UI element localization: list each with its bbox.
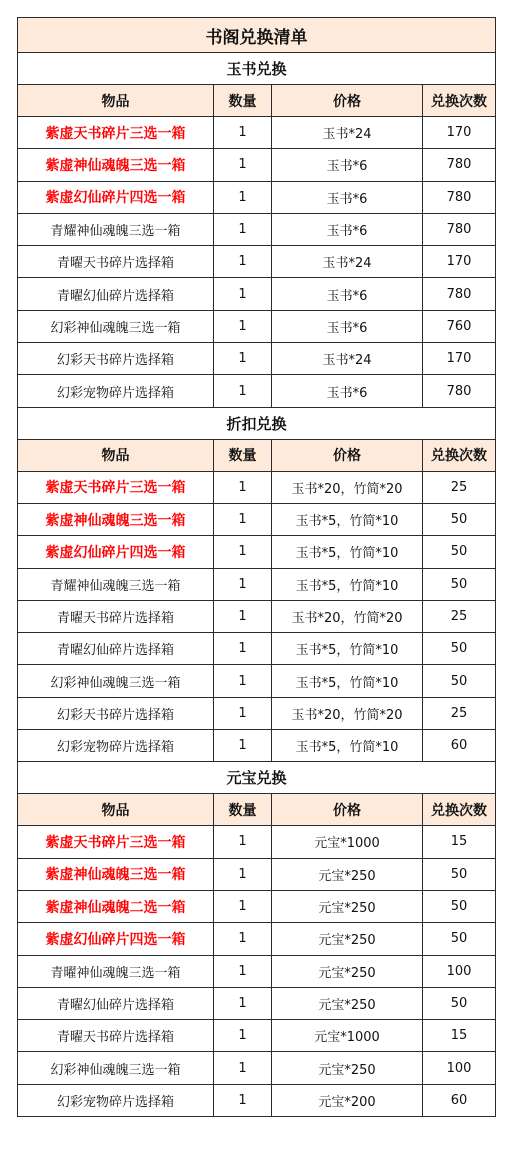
table-row [18, 826, 496, 858]
price-cell: 玉书*5，竹简*10 [272, 633, 423, 665]
quantity-cell: 1 [214, 310, 272, 342]
exchange-times-cell: 170 [423, 246, 496, 278]
column-header-qty: 数量 [214, 439, 272, 471]
exchange-times-cell: 50 [423, 633, 496, 665]
exchange-times-cell: 25 [423, 600, 496, 632]
exchange-times-cell: 780 [423, 278, 496, 310]
exchange-times-cell: 170 [423, 117, 496, 149]
page-title: 书阁兑换清单 [18, 18, 496, 53]
item-name-cell: 紫虚神仙魂魄三选一箱 [18, 858, 214, 890]
table-row [18, 730, 496, 762]
price-cell: 元宝*200 [272, 1084, 423, 1116]
exchange-times-cell: 60 [423, 1084, 496, 1116]
item-name-cell: 青曜幻仙碎片选择箱 [18, 278, 214, 310]
column-header-item: 物品 [18, 439, 214, 471]
price-cell: 玉书*24 [272, 117, 423, 149]
section-title: 玉书兑换 [18, 53, 496, 85]
quantity-cell: 1 [214, 1052, 272, 1084]
exchange-times-cell: 50 [423, 987, 496, 1019]
table-row [18, 923, 496, 955]
item-name-cell: 幻彩神仙魂魄三选一箱 [18, 1052, 214, 1084]
table-row [18, 536, 496, 568]
table-row [18, 600, 496, 632]
quantity-cell: 1 [214, 858, 272, 890]
column-header-price: 价格 [272, 794, 423, 826]
exchange-table [17, 17, 496, 1117]
exchange-times-cell: 100 [423, 1052, 496, 1084]
exchange-times-cell: 170 [423, 343, 496, 375]
item-name-cell: 幻彩宠物碎片选择箱 [18, 375, 214, 407]
item-name-cell: 青曜天书碎片选择箱 [18, 600, 214, 632]
item-name-cell: 紫虚神仙魂魄三选一箱 [18, 149, 214, 181]
table-row [18, 310, 496, 342]
column-header-times: 兑换次数 [423, 794, 496, 826]
exchange-times-cell: 50 [423, 536, 496, 568]
column-header-item: 物品 [18, 85, 214, 117]
table-row [18, 1084, 496, 1116]
quantity-cell: 1 [214, 600, 272, 632]
column-header-price: 价格 [272, 439, 423, 471]
price-cell: 玉书*6 [272, 375, 423, 407]
item-name-cell: 紫虚幻仙碎片四选一箱 [18, 536, 214, 568]
price-cell: 玉书*20，竹简*20 [272, 471, 423, 503]
table-row [18, 246, 496, 278]
column-header-qty: 数量 [214, 794, 272, 826]
item-name-cell: 青曜神仙魂魄三选一箱 [18, 955, 214, 987]
table-row [18, 375, 496, 407]
table-row [18, 213, 496, 245]
quantity-cell: 1 [214, 149, 272, 181]
price-cell: 元宝*250 [272, 987, 423, 1019]
column-header-price: 价格 [272, 85, 423, 117]
column-header-times: 兑换次数 [423, 439, 496, 471]
quantity-cell: 1 [214, 246, 272, 278]
item-name-cell: 青耀神仙魂魄三选一箱 [18, 568, 214, 600]
table-row [18, 858, 496, 890]
quantity-cell: 1 [214, 730, 272, 762]
price-cell: 玉书*6 [272, 149, 423, 181]
item-name-cell: 幻彩天书碎片选择箱 [18, 697, 214, 729]
item-name-cell: 幻彩神仙魂魄三选一箱 [18, 310, 214, 342]
price-cell: 玉书*20，竹简*20 [272, 600, 423, 632]
table-row [18, 890, 496, 922]
price-cell: 玉书*5，竹简*10 [272, 730, 423, 762]
quantity-cell: 1 [214, 471, 272, 503]
item-name-cell: 紫虚幻仙碎片四选一箱 [18, 923, 214, 955]
quantity-cell: 1 [214, 117, 272, 149]
item-name-cell: 幻彩宠物碎片选择箱 [18, 1084, 214, 1116]
quantity-cell: 1 [214, 503, 272, 535]
price-cell: 元宝*250 [272, 923, 423, 955]
price-cell: 元宝*1000 [272, 1020, 423, 1052]
quantity-cell: 1 [214, 955, 272, 987]
quantity-cell: 1 [214, 826, 272, 858]
exchange-times-cell: 780 [423, 213, 496, 245]
exchange-table-body [18, 18, 496, 1117]
quantity-cell: 1 [214, 568, 272, 600]
quantity-cell: 1 [214, 213, 272, 245]
price-cell: 玉书*5，竹简*10 [272, 536, 423, 568]
item-name-cell: 紫虚幻仙碎片四选一箱 [18, 181, 214, 213]
section-title: 元宝兑换 [18, 762, 496, 794]
price-cell: 玉书*6 [272, 213, 423, 245]
price-cell: 元宝*250 [272, 858, 423, 890]
quantity-cell: 1 [214, 343, 272, 375]
table-row [18, 955, 496, 987]
table-row [18, 343, 496, 375]
price-cell: 元宝*250 [272, 890, 423, 922]
price-cell: 玉书*5，竹简*10 [272, 665, 423, 697]
column-header-times: 兑换次数 [423, 85, 496, 117]
item-name-cell: 青曜幻仙碎片选择箱 [18, 987, 214, 1019]
item-name-cell: 紫虚天书碎片三选一箱 [18, 826, 214, 858]
price-cell: 玉书*5，竹简*10 [272, 568, 423, 600]
exchange-times-cell: 25 [423, 697, 496, 729]
table-row [18, 117, 496, 149]
exchange-times-cell: 50 [423, 858, 496, 890]
quantity-cell: 1 [214, 1020, 272, 1052]
exchange-times-cell: 50 [423, 890, 496, 922]
quantity-cell: 1 [214, 890, 272, 922]
exchange-times-cell: 780 [423, 375, 496, 407]
price-cell: 元宝*250 [272, 955, 423, 987]
exchange-times-cell: 60 [423, 730, 496, 762]
table-row [18, 633, 496, 665]
table-row [18, 568, 496, 600]
exchange-times-cell: 15 [423, 1020, 496, 1052]
price-cell: 玉书*5，竹简*10 [272, 503, 423, 535]
item-name-cell: 紫虚神仙魂魄二选一箱 [18, 890, 214, 922]
column-header-qty: 数量 [214, 85, 272, 117]
price-cell: 玉书*6 [272, 310, 423, 342]
item-name-cell: 幻彩宠物碎片选择箱 [18, 730, 214, 762]
price-cell: 玉书*24 [272, 343, 423, 375]
quantity-cell: 1 [214, 1084, 272, 1116]
table-row [18, 278, 496, 310]
item-name-cell: 紫虚天书碎片三选一箱 [18, 471, 214, 503]
section-title-row [18, 53, 496, 85]
column-header-item: 物品 [18, 794, 214, 826]
item-name-cell: 紫虚天书碎片三选一箱 [18, 117, 214, 149]
quantity-cell: 1 [214, 987, 272, 1019]
quantity-cell: 1 [214, 923, 272, 955]
exchange-times-cell: 760 [423, 310, 496, 342]
exchange-times-cell: 50 [423, 503, 496, 535]
column-header-row [18, 439, 496, 471]
item-name-cell: 青曜幻仙碎片选择箱 [18, 633, 214, 665]
item-name-cell: 青耀神仙魂魄三选一箱 [18, 213, 214, 245]
exchange-times-cell: 50 [423, 665, 496, 697]
exchange-times-cell: 15 [423, 826, 496, 858]
table-row [18, 665, 496, 697]
price-cell: 元宝*1000 [272, 826, 423, 858]
quantity-cell: 1 [214, 697, 272, 729]
item-name-cell: 青曜天书碎片选择箱 [18, 246, 214, 278]
column-header-row [18, 85, 496, 117]
table-row [18, 503, 496, 535]
price-cell: 玉书*6 [272, 181, 423, 213]
table-row [18, 471, 496, 503]
table-title-row [18, 18, 496, 53]
quantity-cell: 1 [214, 633, 272, 665]
table-row [18, 149, 496, 181]
item-name-cell: 幻彩神仙魂魄三选一箱 [18, 665, 214, 697]
price-cell: 玉书*6 [272, 278, 423, 310]
exchange-times-cell: 50 [423, 923, 496, 955]
section-title: 折扣兑换 [18, 407, 496, 439]
quantity-cell: 1 [214, 181, 272, 213]
quantity-cell: 1 [214, 375, 272, 407]
table-row [18, 987, 496, 1019]
section-title-row [18, 407, 496, 439]
exchange-times-cell: 780 [423, 149, 496, 181]
item-name-cell: 青曜天书碎片选择箱 [18, 1020, 214, 1052]
exchange-times-cell: 780 [423, 181, 496, 213]
table-row [18, 181, 496, 213]
item-name-cell: 紫虚神仙魂魄三选一箱 [18, 503, 214, 535]
section-title-row [18, 762, 496, 794]
exchange-list-sheet [17, 17, 495, 1117]
table-row [18, 1052, 496, 1084]
table-row [18, 697, 496, 729]
quantity-cell: 1 [214, 278, 272, 310]
exchange-times-cell: 25 [423, 471, 496, 503]
table-row [18, 1020, 496, 1052]
column-header-row [18, 794, 496, 826]
item-name-cell: 幻彩天书碎片选择箱 [18, 343, 214, 375]
quantity-cell: 1 [214, 665, 272, 697]
price-cell: 玉书*24 [272, 246, 423, 278]
exchange-times-cell: 50 [423, 568, 496, 600]
price-cell: 元宝*250 [272, 1052, 423, 1084]
exchange-times-cell: 100 [423, 955, 496, 987]
price-cell: 玉书*20，竹简*20 [272, 697, 423, 729]
quantity-cell: 1 [214, 536, 272, 568]
